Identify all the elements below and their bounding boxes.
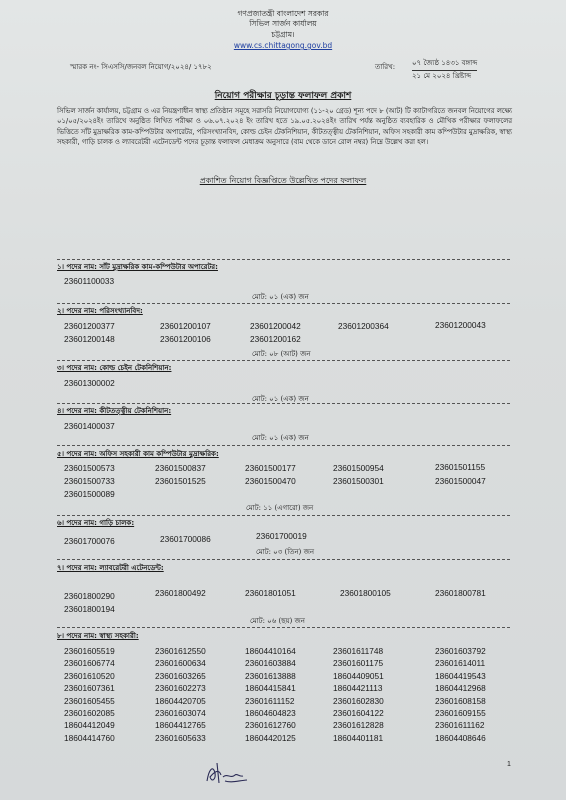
section-total: মোট: ০১ (এক) জন (252, 434, 309, 442)
divider (57, 360, 510, 361)
roll-number: 23601600634 (155, 658, 206, 669)
roll-number: 18604412049 (64, 720, 115, 731)
roll-number: 23601200377 (64, 321, 115, 331)
roll-number: 23601605519 (64, 646, 115, 656)
section-total: মোট: ০১ (এক) জন (252, 395, 309, 403)
section-total: মোট: ০৩ (তিন) জন (256, 548, 315, 556)
divider (57, 559, 510, 560)
divider (57, 515, 510, 516)
roll-number: 23601801051 (245, 588, 296, 598)
roll-number: 23601614011 (435, 658, 486, 669)
roll-number: 23601100033 (64, 276, 115, 286)
roll-number: 18604420705 (155, 695, 206, 706)
roll-number: 23601200162 (250, 334, 301, 344)
roll-number: 23601612760 (245, 720, 296, 731)
roll-number: 18604412765 (155, 720, 206, 731)
roll-number: 23601200148 (64, 334, 115, 344)
date-bangla: ০৭ জ্যৈষ্ঠ ১৪৩১ বঙ্গাব্দ (412, 57, 477, 71)
roll-number: 23601700086 (160, 534, 211, 544)
roll-number: 18604408646 (435, 732, 486, 743)
roll-number: 23601500573 (64, 463, 115, 473)
roll-number: 23601605633 (155, 732, 206, 743)
roll-number: 23601608158 (435, 695, 486, 706)
roll-number: 18604401181 (333, 732, 384, 743)
section-heading: ৪। পদের নাম: কীটতত্ত্বীয় টেকনিশিয়ান: (57, 407, 172, 415)
roll-number: 23601609155 (435, 708, 486, 718)
divider (57, 445, 510, 446)
divider (57, 627, 510, 628)
roll-number: 23601613888 (245, 670, 296, 681)
roll-number: 23601200043 (435, 320, 486, 330)
roll-number: 23601611748 (333, 646, 384, 656)
roll-number: 23601200364 (338, 321, 389, 331)
roll-number: 23601500301 (333, 476, 384, 486)
memo-reference: স্মারক নং- সিএসসি/জনবল নিয়োগ/২০২৪/ ১৭৮২ (70, 63, 212, 71)
roll-number: 23601800194 (64, 604, 115, 614)
roll-number: 23601700019 (256, 531, 307, 541)
roll-number: 23601603884 (245, 658, 296, 669)
website-link[interactable]: www.cs.chittagong.gov.bd (233, 41, 333, 50)
roll-number: 23601501525 (155, 476, 206, 486)
roll-number: 23601603074 (155, 708, 206, 718)
section-heading: ৩। পদের নাম: কোল্ড চেইন টেকনিশিয়ান: (57, 364, 172, 372)
divider (57, 259, 510, 260)
roll-number: 23601500837 (155, 463, 206, 473)
date-english: ২১ মে ২০২৪ খ্রিষ্টাব্দ (412, 72, 472, 80)
intro-paragraph: সিভিল সার্জন কার্যালয়, চট্টগ্রাম ও এর নিয়ন্ত্রণাধীন স্বাস্থ্য প্রতিষ্ঠান সমূহে সরাসরি নিয়োগযোগ্য (১১-২০ গ্রেড) শূন্য পদে ৮ (আট) টি ক্যাটাগরিতে জনবল নিয়োগের লক্ষ্যে ০১/০৫/২০২৪ইং তারিখে অনুষ্ঠিত লিখিত পরীক্ষা ও ০৬.০৭.২০২৪ ইং তারিখ হতে ১৯.০৫.২০২৪ইং তারিখ পর্যন্ত অনুষ্ঠিত ব্যবহারিক ও মৌখিক পরীক্ষার ফলাফলের ভিত্তিতে সাঁট মুদ্রাক্ষরিক কাম-কম্পিউটার অপারেটর, পরিসংখ্যানবিদ, কোল্ড চেইন টেকনিশিয়ান, কীটতত্ত্বীয় টেকনিশিয়ান, অফিস সহকারী কাম কম্পিউটার মুদ্রাক্ষরিক, স্বাস্থ্য সহকারী, গাড়ি চালক ও ল্যাবরেটরী এটেনডেন্ট পদের চূড়ান্ত ফলাফল মেধাক্রম অনুসারে (বাম থেকে ডানে রোল নম্বর) নিম্নে উল্লেখ করা হল। (57, 107, 512, 146)
roll-number: 18604414760 (64, 732, 115, 743)
roll-number: 23601602273 (155, 683, 206, 694)
roll-number: 18604419543 (435, 670, 486, 681)
roll-number: 23601500089 (64, 489, 115, 499)
roll-number: 18604410164 (245, 646, 296, 656)
roll-number: 23601200106 (160, 334, 211, 344)
section-heading: ৫। পদের নাম: অফিস সহকারী কাম কম্পিউটার মুদ্রাক্ষরিক: (57, 450, 219, 458)
roll-number: 23601612550 (155, 646, 206, 656)
section-total: মোট: ১১ (এগারো) জন (246, 504, 314, 512)
roll-number: 23601501155 (435, 462, 486, 472)
roll-number: 23601300002 (64, 378, 115, 388)
roll-number: 23601602830 (333, 695, 384, 706)
signature-image (203, 759, 251, 787)
roll-number: 23601700076 (64, 536, 115, 546)
section-heading: ৭। পদের নাম: ল্যাবরেটরী এটেনডেন্ট: (57, 564, 164, 572)
roll-number: 23601500047 (435, 476, 486, 486)
divider (57, 403, 510, 404)
roll-number: 18604421113 (333, 683, 383, 694)
section-heading: ২। পদের নাম: পরিসংখ্যানবিদ: (57, 307, 143, 315)
roll-number: 18604604823 (245, 708, 296, 718)
roll-number: 23601500733 (64, 476, 115, 486)
roll-number: 23601611162 (435, 720, 485, 731)
section-total: মোট: ০৮ (আট) জন (252, 350, 311, 358)
header-city: চট্টগ্রাম। (271, 30, 295, 39)
roll-number: 18604420125 (245, 732, 296, 743)
section-heading: ১। পদের নাম: সাঁট মুদ্রাক্ষরিক কাম-কম্পিউটার অপারেটর: (57, 263, 218, 271)
divider (57, 303, 510, 304)
roll-number: 18604415841 (245, 683, 296, 694)
roll-number: 23601604122 (333, 708, 384, 718)
roll-number: 23601800105 (340, 588, 391, 598)
roll-number: 23601607361 (64, 683, 115, 694)
roll-number: 18604409051 (333, 670, 384, 681)
section-total: মোট: ০৬ (ছয়) জন (250, 617, 305, 625)
roll-number: 23601500470 (245, 476, 296, 486)
roll-number: 23601602085 (64, 708, 115, 718)
roll-number: 23601800290 (64, 591, 115, 601)
roll-number: 23601200107 (160, 321, 211, 331)
roll-number: 23601800781 (435, 588, 486, 598)
roll-number: 23601603265 (155, 670, 206, 681)
date-label: তারিখ: (375, 63, 396, 71)
roll-number: 23601200042 (250, 321, 301, 331)
section-heading: ৬। পদের নাম: গাড়ি চালক: (57, 519, 135, 527)
roll-number: 23601500177 (245, 463, 296, 473)
roll-number: 23601606774 (64, 658, 115, 669)
header-office: সিভিল সার্জন কার্যালয় (249, 19, 317, 28)
roll-number: 23601400037 (64, 421, 115, 431)
roll-number: 23601612828 (333, 720, 384, 731)
roll-number: 23601601175 (333, 658, 384, 669)
roll-number: 23601605455 (64, 695, 115, 706)
header-government: গণপ্রজাতন্ত্রী বাংলাদেশ সরকার (237, 9, 329, 18)
roll-number: 23601603792 (435, 646, 486, 656)
roll-number: 23601800492 (155, 588, 206, 598)
roll-number: 23601611152 (245, 695, 295, 706)
results-subtitle: প্রকাশিত নিয়োগ বিজ্ঞপ্তিতে উল্লেখিত পদের ফলাফল (199, 176, 367, 185)
document-title: নিয়োগ পরীক্ষার চূড়ান্ত ফলাফল প্রকাশ (214, 91, 352, 101)
page-number: 1 (507, 761, 511, 768)
roll-number: 23601500954 (333, 463, 384, 473)
section-heading: ৮। পদের নাম: স্বাস্থ্য সহকারী: (57, 632, 139, 640)
roll-number: 18604412968 (435, 683, 486, 694)
roll-number: 23601610520 (64, 670, 115, 681)
section-total: মোট: ০১ (এক) জন (252, 293, 309, 301)
